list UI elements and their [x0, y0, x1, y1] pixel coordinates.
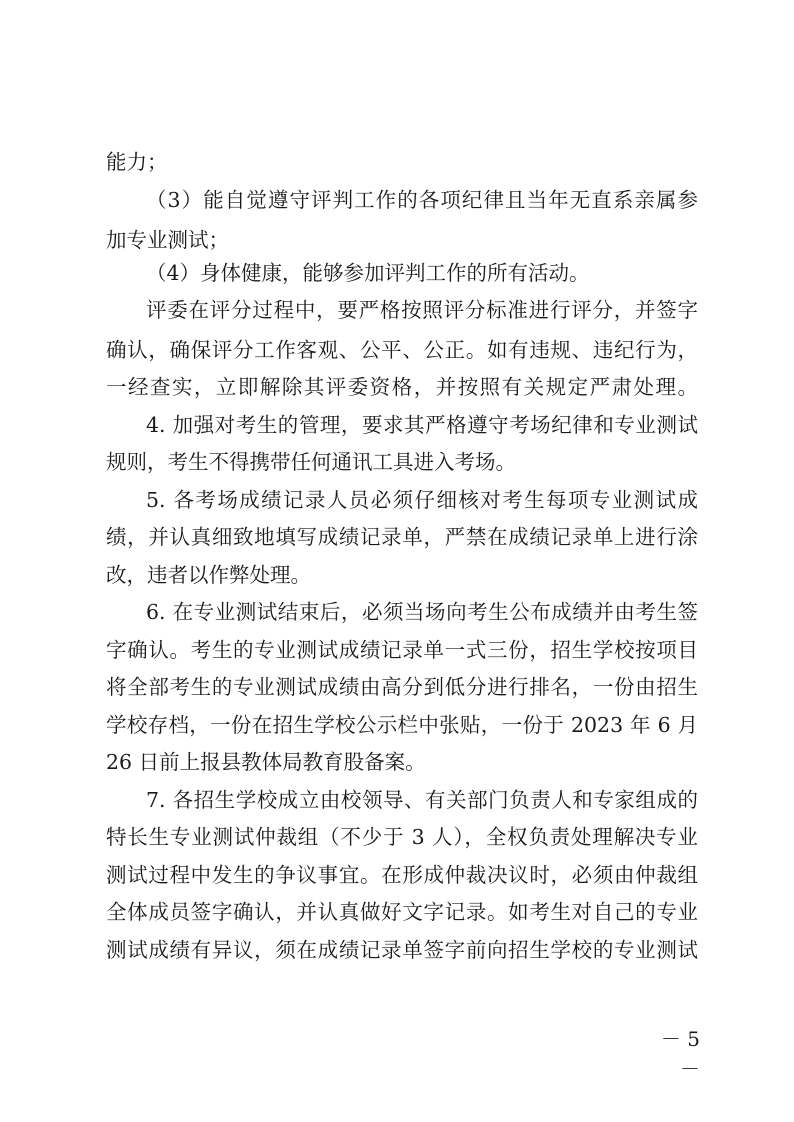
paragraph-line: 26 日前上报县教体局教育股备案。 — [106, 750, 426, 774]
paragraph-line: 测试过程中发生的争议事宜。在形成仲裁决议时，必须由仲裁组 — [106, 863, 698, 887]
paragraph-line: 能力； — [106, 150, 168, 174]
paragraph-line: 一经查实，立即解除其评委资格，并按照有关规定严肃处理。 — [106, 375, 698, 399]
paragraph-line: 4. 加强对考生的管理，要求其严格遵守考场纪律和专业测试 — [146, 413, 698, 437]
paragraph-line: 7. 各招生学校成立由校领导、有关部门负责人和专家组成的 — [146, 788, 698, 812]
paragraph-line: 加专业测试； — [106, 228, 229, 252]
paragraph-line: 5. 各考场成绩记录人员必须仔细核对考生每项专业测试成 — [146, 488, 698, 512]
paragraph-line: 规则，考生不得携带任何通讯工具进入考场。 — [106, 450, 516, 474]
paragraph-line: （4）身体健康，能够参加评判工作的所有活动。 — [146, 261, 590, 285]
paragraph-line: 字确认。考生的专业测试成绩记录单一式三份，招生学校按项目 — [106, 638, 698, 662]
paragraph-line: 测试成绩有异议，须在成绩记录单签字前向招生学校的专业测试 — [106, 938, 698, 962]
paragraph-line: 特长生专业测试仲裁组（不少于 3 人），全权负责处理解决专业 — [106, 825, 698, 849]
paragraph-line: 学校存档，一份在招生学校公示栏中张贴，一份于 2023 年 6 月 — [106, 713, 698, 737]
paragraph-line: （3）能自觉遵守评判工作的各项纪律且当年无直系亲属参 — [146, 188, 698, 212]
paragraph-line: 将全部考生的专业测试成绩由高分到低分进行排名，一份由招生 — [106, 675, 698, 699]
paragraph-line: 改，违者以作弊处理。 — [106, 563, 311, 587]
page-number: － 5 － — [660, 1027, 700, 1081]
paragraph-line: 确认，确保评分工作客观、公平、公正。如有违规、违纪行为， — [106, 338, 698, 362]
paragraph-line: 绩，并认真细致地填写成绩记录单，严禁在成绩记录单上进行涂 — [106, 525, 698, 549]
paragraph-line: 6. 在专业测试结束后，必须当场向考生公布成绩并由考生签 — [146, 600, 698, 624]
paragraph-line: 全体成员签字确认，并认真做好文字记录。如考生对自己的专业 — [106, 900, 698, 924]
paragraph-line: 评委在评分过程中，要严格按照评分标准进行评分，并签字 — [146, 298, 698, 322]
